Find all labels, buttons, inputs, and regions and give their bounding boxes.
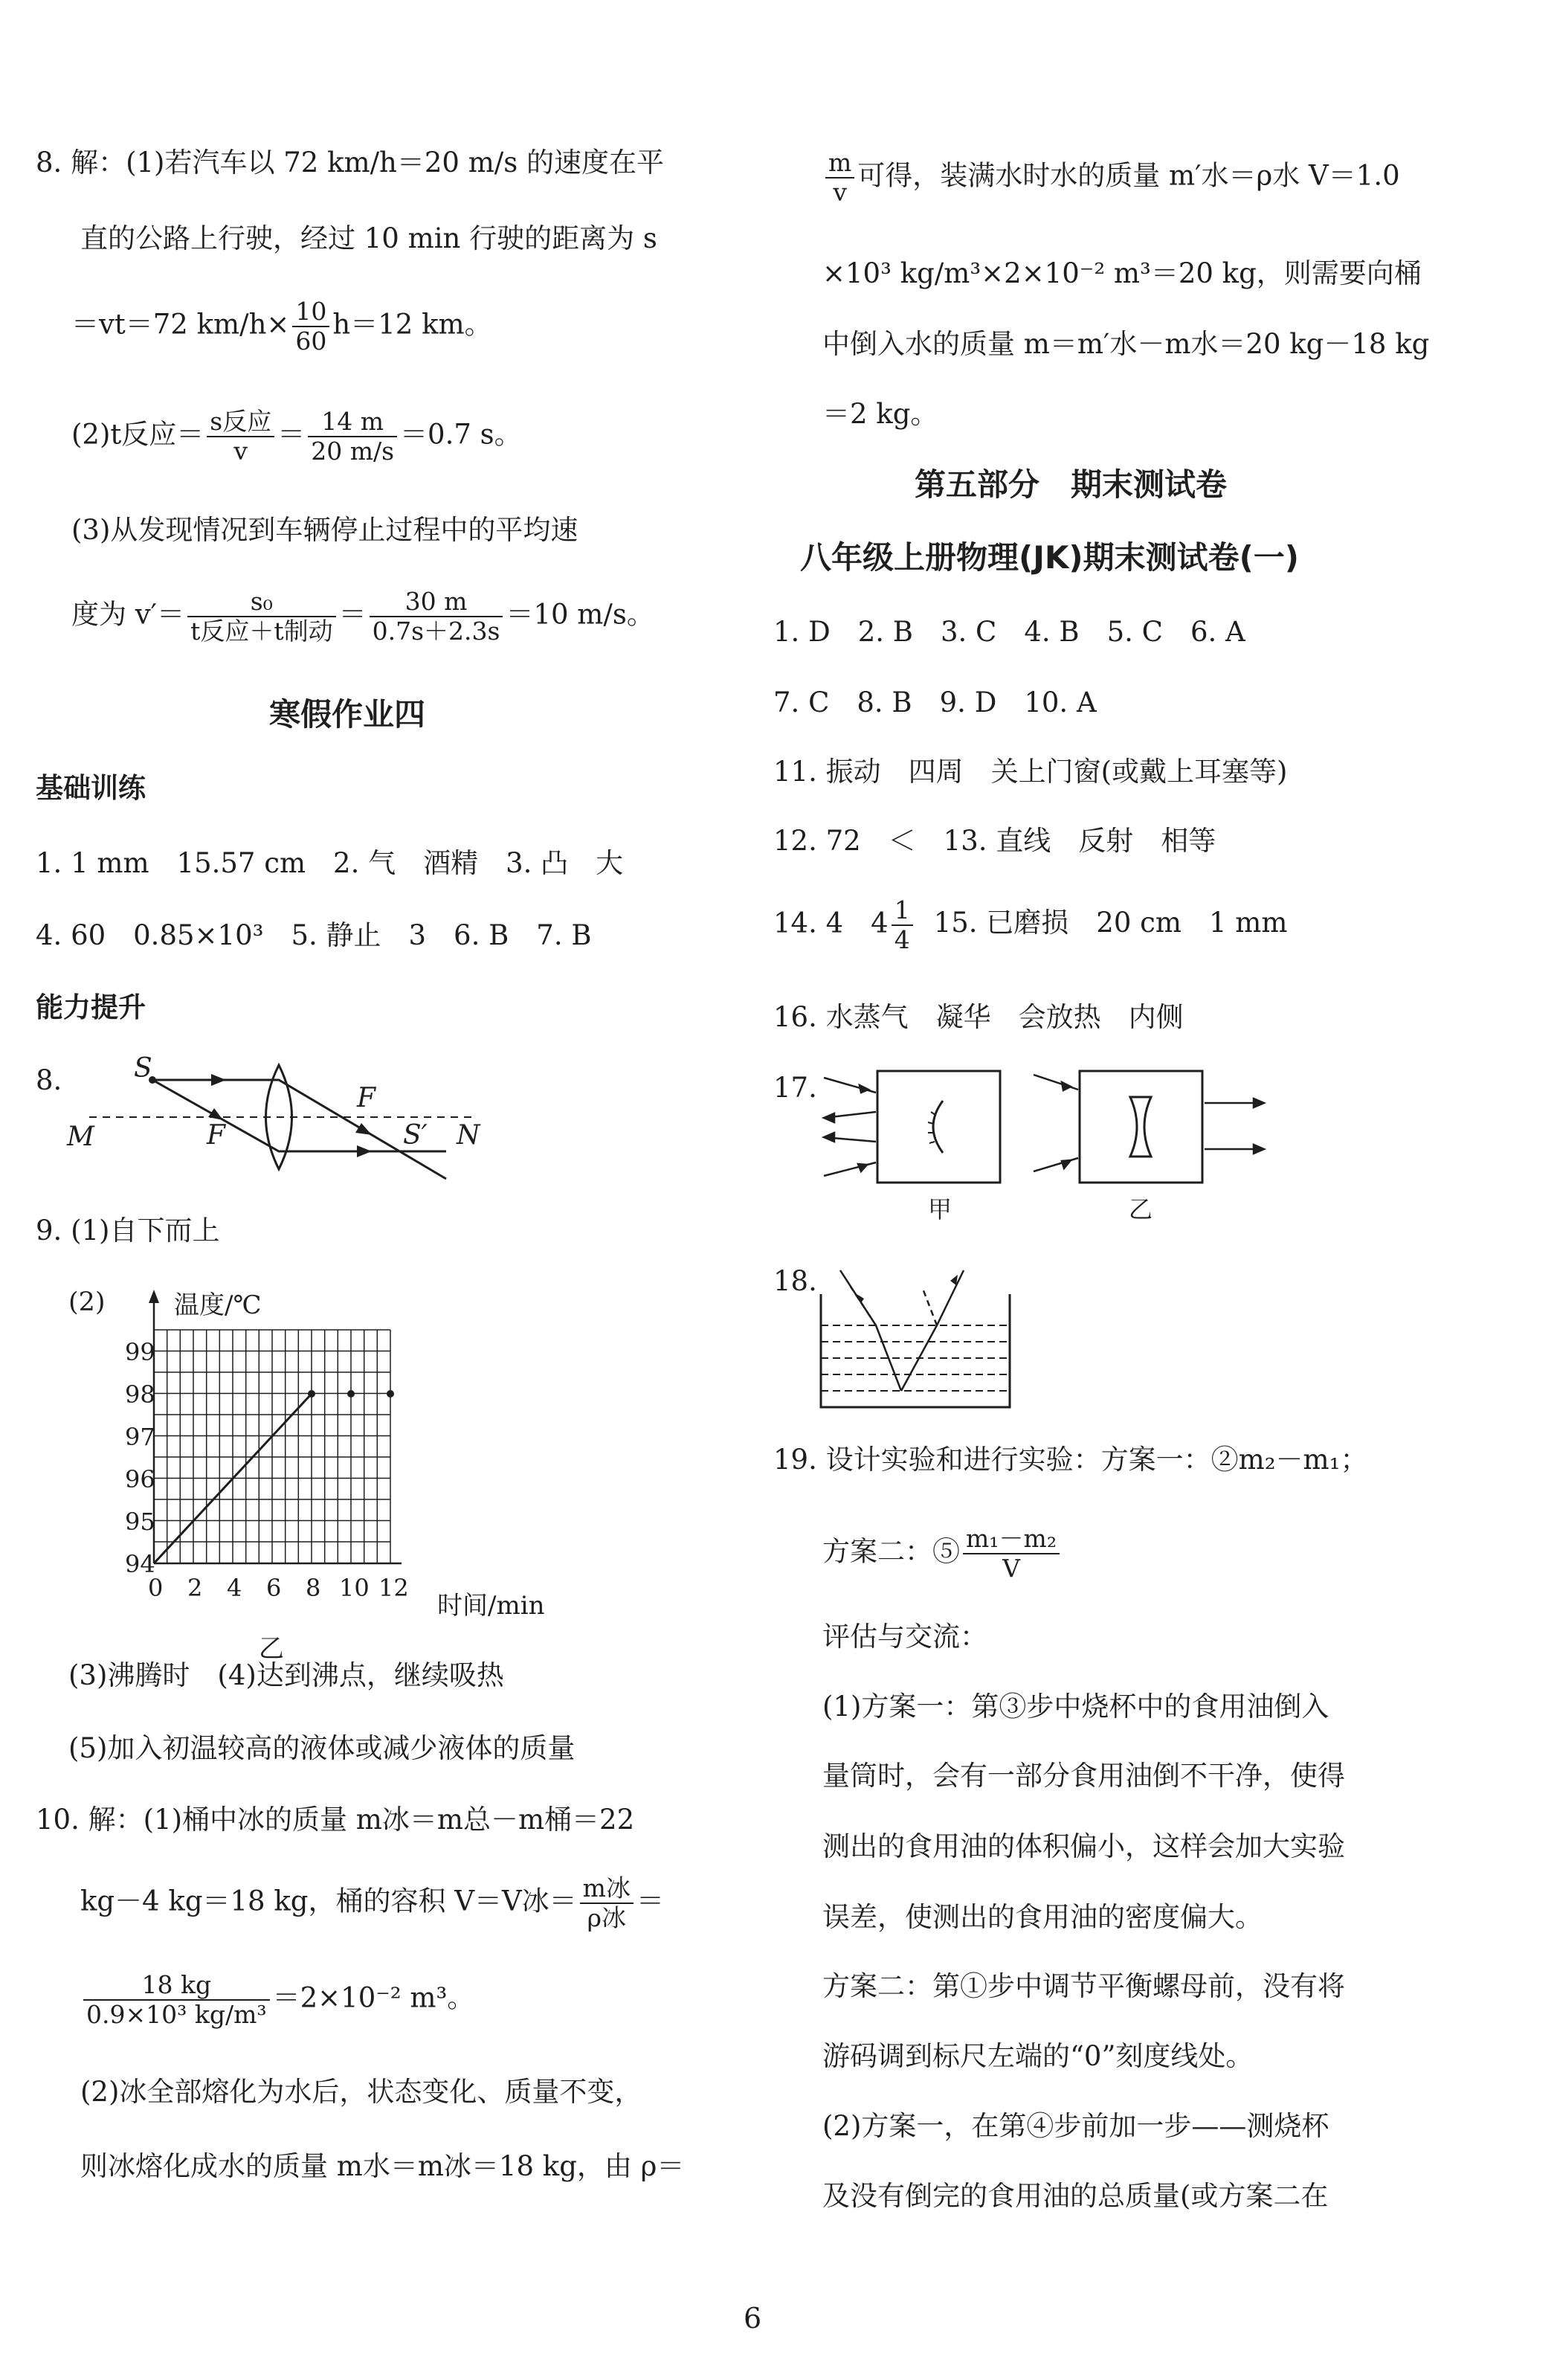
x-tick-label: 6 bbox=[266, 1574, 282, 1602]
q18-label: 18. bbox=[773, 1265, 817, 1297]
q17-label: 17. bbox=[773, 1072, 817, 1104]
ray-arrow-1 bbox=[211, 1074, 226, 1086]
caption-yi: 乙 bbox=[1129, 1195, 1153, 1223]
q19-line-11: 及没有倒完的食用油的总质量(或方案二在 bbox=[822, 2180, 1329, 2212]
reflected-ray-2 bbox=[922, 1287, 937, 1325]
concave-mirror bbox=[933, 1101, 943, 1153]
graph-grid bbox=[154, 1330, 390, 1563]
q17-diagrams bbox=[818, 1060, 1294, 1238]
y-tick-label: 97 bbox=[125, 1423, 155, 1451]
concave-lens bbox=[1130, 1097, 1151, 1157]
basic-heading: 基础训练 bbox=[36, 772, 146, 804]
caption-jia: 甲 bbox=[928, 1195, 952, 1223]
q10-line-1: 10. 解：(1)桶中冰的质量 m冰＝m总－m桶＝22 bbox=[36, 1804, 635, 1836]
q8-line-6: 度为 v′＝ $\frac{\text{s₀}}{\text{t反应＋t制动}}$ ＝ $\frac{30 m}{0.7s+2.3s}$ ＝10 m/s。 bbox=[71, 587, 654, 646]
q19-line-6: 测出的食用油的体积偏小，这样会加大实验 bbox=[822, 1830, 1345, 1862]
y-tick-label: 96 bbox=[125, 1465, 155, 1493]
x-tick-label: 4 bbox=[227, 1574, 242, 1602]
q8-line-5: (3)从发现情况到车辆停止过程中的平均速 bbox=[71, 514, 578, 546]
q18-diagram bbox=[818, 1264, 1041, 1413]
q19-line-9: 游码调到标尺左端的“0”刻度线处。 bbox=[822, 2040, 1254, 2072]
r-cont-line-4: ＝2 kg。 bbox=[822, 398, 938, 430]
x-tick-label: 12 bbox=[378, 1574, 409, 1602]
data-point bbox=[308, 1390, 315, 1398]
label-F-right: F bbox=[357, 1083, 375, 1113]
part-title: 第五部分 期末测试卷 bbox=[915, 466, 1228, 503]
box-yi bbox=[1034, 1071, 1264, 1223]
basic-line-2: 4. 60 0.85×10³ 5. 静止 3 6. B 7. B bbox=[36, 919, 592, 951]
exam-title: 八年级上册物理(JK)期末测试卷(一) bbox=[800, 539, 1299, 576]
q19-line-2: 方案二：⑤ $\frac{\text{m₁－m₂}}{V}$ bbox=[822, 1525, 1063, 1583]
page-number: 6 bbox=[744, 2302, 762, 2335]
q19-line-3: 评估与交流： bbox=[822, 1621, 987, 1653]
data-point bbox=[347, 1390, 355, 1398]
basic-line-1: 1. 1 mm 15.57 cm 2. 气 酒精 3. 凸 大 bbox=[36, 847, 624, 879]
ray-2 bbox=[152, 1080, 446, 1151]
q10-line-2: kg－4 kg＝18 kg，桶的容积 V＝V冰＝ $\frac{\text{m冰}}{\text{ρ冰}}$ ＝ bbox=[80, 1874, 664, 1932]
q8-line-2: 直的公路上行驶，经过 10 min 行驶的距离为 s bbox=[80, 222, 657, 254]
q8-label: 8. bbox=[36, 1064, 62, 1096]
label-S-image: S′ bbox=[403, 1120, 428, 1151]
q8-line-4: (2)t反应＝ $\frac{\text{s反应}}{v}$ ＝ $\frac{14 m}{20 m/s}$ ＝0.7 s。 bbox=[71, 407, 522, 466]
q19-line-4: (1)方案一：第③步中烧杯中的食用油倒入 bbox=[822, 1691, 1329, 1723]
x-tick-label: 0 bbox=[148, 1574, 164, 1602]
q10-line-3: $\frac{18 kg}{\text{0.9×10³ kg/m³}}$ ＝2×10⁻² m³。 bbox=[80, 1971, 474, 2029]
ray-in-left bbox=[840, 1270, 901, 1391]
y-tick-label: 99 bbox=[125, 1338, 155, 1366]
x-tick-label: 10 bbox=[339, 1574, 370, 1602]
y-axis-arrow bbox=[149, 1290, 159, 1303]
box-jia bbox=[824, 1071, 1000, 1223]
q19-line-1: 19. 设计实验和进行实验：方案一：②m₂－m₁； bbox=[773, 1444, 1368, 1476]
y-axis-label: 温度/℃ bbox=[174, 1290, 262, 1320]
q19-line-8: 方案二：第①步中调节平衡螺母前，没有将 bbox=[822, 1970, 1345, 2002]
temperature-graph bbox=[104, 1287, 595, 1673]
r-cont-line-3: 中倒入水的质量 m＝m′水－m水＝20 kg－18 kg bbox=[822, 328, 1430, 360]
data-point bbox=[387, 1390, 394, 1398]
ray-arrow-2 bbox=[355, 1123, 372, 1135]
label-S: S bbox=[134, 1053, 152, 1084]
graph-caption: 乙 bbox=[259, 1634, 284, 1664]
q10-line-4: (2)冰全部熔化为水后，状态变化、质量不变， bbox=[80, 2076, 642, 2108]
ray-arrow-4 bbox=[357, 1145, 372, 1157]
ray-out-right bbox=[901, 1270, 964, 1391]
answers-line-4: 12. 72 ＜ 13. 直线 反射 相等 bbox=[773, 825, 1216, 857]
q19-line-10: (2)方案一，在第④步前加一步——测烧杯 bbox=[822, 2110, 1329, 2142]
lens-diagram bbox=[59, 1049, 520, 1183]
r-cont-line-1: $\frac{m}{v}$ 可得，装满水时水的质量 m′水＝ρ水 V＝1.0 bbox=[822, 149, 1400, 207]
q8-line-3: ＝vt＝72 km/h× $\frac{10}{60}$ h＝12 km。 bbox=[71, 297, 492, 356]
section-title: 寒假作业四 bbox=[269, 696, 426, 733]
label-M: M bbox=[67, 1122, 94, 1152]
ability-heading: 能力提升 bbox=[36, 991, 146, 1023]
y-tick-label: 94 bbox=[125, 1550, 155, 1578]
label-N: N bbox=[457, 1120, 480, 1151]
q9-line-1: 9. (1)自下而上 bbox=[36, 1215, 220, 1247]
answers-line-6: 16. 水蒸气 凝华 会放热 内侧 bbox=[773, 1001, 1184, 1033]
y-tick-label: 98 bbox=[125, 1380, 155, 1409]
answers-line-3: 11. 振动 四周 关上门窗(或戴上耳塞等) bbox=[773, 756, 1288, 788]
q8-line-1: 8. 解：(1)若汽车以 72 km/h＝20 m/s 的速度在平 bbox=[36, 147, 665, 178]
q9-line-3: (3)沸腾时 (4)达到沸点，继续吸热 bbox=[68, 1659, 504, 1691]
y-tick-label: 95 bbox=[125, 1508, 155, 1536]
x-tick-label: 8 bbox=[306, 1574, 321, 1602]
ray-1 bbox=[152, 1080, 446, 1179]
q19-line-5: 量筒时，会有一部分食用油倒不干净，使得 bbox=[822, 1760, 1345, 1792]
x-axis-label: 时间/min bbox=[437, 1591, 545, 1621]
answers-line-2: 7. C 8. B 9. D 10. A bbox=[773, 686, 1097, 718]
answers-line-5: 14. 4 4 $\frac{1}{4}$ 15. 已磨损 20 cm 1 mm bbox=[773, 895, 1288, 954]
ray-arrow-3 bbox=[208, 1108, 223, 1120]
q19-line-7: 误差，使测出的食用油的密度偏大。 bbox=[822, 1901, 1263, 1933]
r-cont-line-2: ×10³ kg/m³×2×10⁻² m³＝20 kg，则需要向桶 bbox=[822, 257, 1422, 289]
answers-line-1: 1. D 2. B 3. C 4. B 5. C 6. A bbox=[773, 616, 1245, 648]
x-tick-label: 2 bbox=[187, 1574, 203, 1602]
q10-line-5: 则冰熔化成水的质量 m水＝m冰＝18 kg，由 ρ＝ bbox=[80, 2150, 685, 2182]
label-F-left: F bbox=[207, 1120, 225, 1151]
q9-line-2: (2) bbox=[68, 1287, 106, 1317]
q9-line-4: (5)加入初温较高的液体或减少液体的质量 bbox=[68, 1732, 576, 1764]
